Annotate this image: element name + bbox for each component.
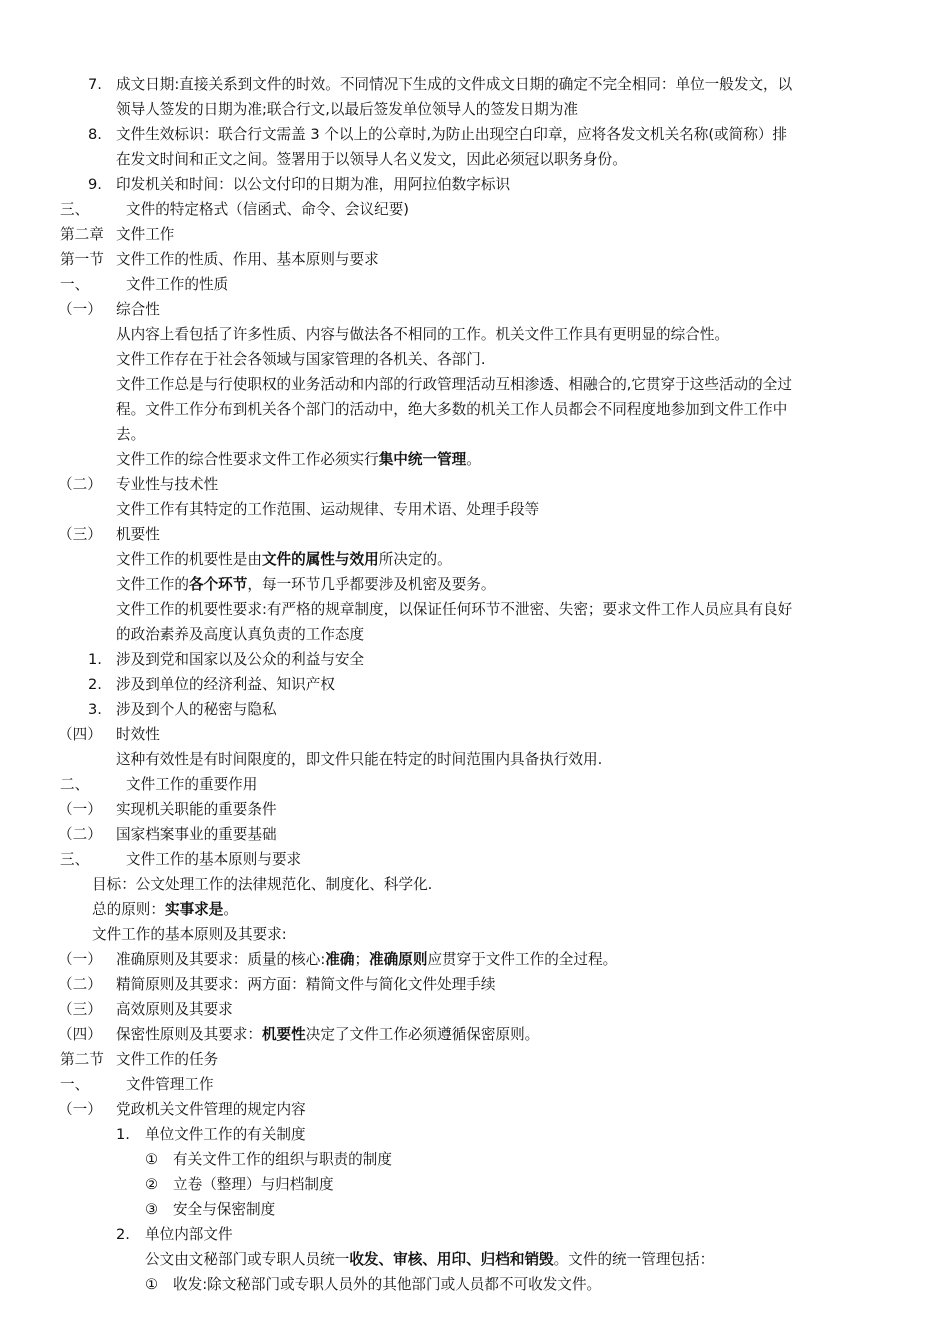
line-text: 文件工作的基本原则与要求	[126, 851, 302, 868]
line-text: 文件管理工作	[126, 1076, 214, 1093]
line-text: 文件工作的性质、作用、基本原则与要求	[116, 251, 379, 268]
text-segment: 。	[466, 451, 481, 468]
list-marker: 2.	[88, 676, 102, 693]
document-line	[0, 597, 950, 622]
text-segment: 应贯穿于文件工作的全过程。	[427, 951, 618, 968]
bold-text: 收发、审核、用印、归档和销毁	[349, 1251, 554, 1268]
line-text	[116, 1022, 539, 1047]
document-line	[0, 1222, 950, 1247]
line-text: 涉及到单位的经济利益、知识产权	[116, 676, 335, 693]
line-text	[116, 572, 495, 597]
document-line	[0, 622, 950, 647]
document-line	[0, 697, 950, 722]
document-line	[0, 872, 950, 897]
line-text: 文件工作的机要性要求:有严格的规章制度，以保证任何环节不泄密、失密；要求文件工作人员应具有良好	[116, 601, 793, 618]
line-text: 文件工作存在于社会各领域与国家管理的各机关、各部门.	[116, 351, 486, 368]
list-marker: 1.	[88, 651, 102, 668]
document-line	[0, 1272, 950, 1297]
document-line	[0, 1122, 950, 1147]
line-text: 涉及到个人的秘密与隐私	[116, 701, 277, 718]
bold-text: 准确原则	[369, 951, 428, 968]
list-marker: 7.	[88, 76, 102, 93]
line-text: 专业性与技术性	[116, 476, 219, 493]
document-line	[0, 997, 950, 1022]
document-line	[0, 272, 950, 297]
text-segment: 。文件的统一管理包括：	[553, 1251, 715, 1268]
document-line	[0, 1197, 950, 1222]
document-line	[0, 497, 950, 522]
document-line	[0, 922, 950, 947]
line-text: 的政治素养及高度认真负责的工作态度	[116, 626, 365, 643]
document-line	[0, 422, 950, 447]
document-line	[0, 772, 950, 797]
list-marker: （三）	[58, 526, 102, 543]
document-line	[0, 297, 950, 322]
document-line	[0, 1147, 950, 1172]
line-text: 文件工作有其特定的工作范围、运动规律、专用术语、处理手段等	[116, 501, 540, 518]
list-marker: 第二章	[60, 226, 104, 243]
document-line	[0, 122, 950, 147]
text-segment: 文件工作的	[116, 576, 189, 593]
document-line	[0, 722, 950, 747]
line-text: 这种有效性是有时间限度的，即文件只能在特定的时间范围内具备执行效用.	[116, 751, 603, 768]
list-marker: （三）	[58, 1001, 102, 1018]
list-marker: （一）	[58, 301, 102, 318]
bold-text: 文件的属性与效用	[261, 551, 379, 568]
bold-text: 实事求是	[164, 901, 224, 918]
line-text: 单位内部文件	[145, 1226, 233, 1243]
bold-text: 准确	[325, 951, 355, 968]
document-line	[0, 672, 950, 697]
list-marker: （二）	[58, 476, 102, 493]
document-line	[0, 397, 950, 422]
document-line	[0, 1097, 950, 1122]
text-segment: 决定了文件工作必须遵循保密原则。	[305, 1026, 540, 1043]
document-line	[0, 822, 950, 847]
document-line	[0, 1047, 950, 1072]
line-text: 国家档案事业的重要基础	[116, 826, 277, 843]
line-text: 文件工作的性质	[126, 276, 229, 293]
list-marker: （一）	[58, 951, 102, 968]
list-marker: （一）	[58, 1101, 102, 1118]
text-segment: 保密性原则及其要求：	[116, 1026, 262, 1043]
list-marker: ①	[145, 1276, 159, 1293]
line-text: 收发:除文秘部门或专职人员外的其他部门或人员都不可收发文件。	[173, 1276, 602, 1293]
list-marker: 三、	[60, 201, 90, 218]
line-text	[116, 447, 481, 472]
line-text: 党政机关文件管理的规定内容	[116, 1101, 306, 1118]
text-segment: 。	[223, 901, 238, 918]
line-text: 立卷（整理）与归档制度	[173, 1176, 334, 1193]
line-text: 领导人签发的日期为准;联合行文,以最后签发单位领导人的签发日期为准	[116, 101, 578, 118]
line-text: 在发文时间和正文之间。签署用于以领导人名义发文，因此必须冠以职务身份。	[116, 151, 627, 168]
line-text: 文件工作	[116, 226, 175, 243]
document-line	[0, 1072, 950, 1097]
line-text: 文件工作总是与行使职权的业务活动和内部的行政管理活动互相渗透、相融合的,它贯穿于这些活动的全过	[116, 376, 792, 393]
document-line	[0, 572, 950, 597]
document-line	[0, 847, 950, 872]
list-marker: （二）	[58, 976, 102, 993]
line-text: 综合性	[116, 301, 160, 318]
document-line	[0, 72, 950, 97]
line-text: 涉及到党和国家以及公众的利益与安全	[116, 651, 365, 668]
bold-text: 集中统一管理	[378, 451, 467, 468]
line-text: 文件工作的重要作用	[126, 776, 258, 793]
list-marker: （一）	[58, 801, 102, 818]
text-segment: 总的原则：	[92, 901, 165, 918]
bold-text: 机要性	[261, 1026, 306, 1043]
document-line	[0, 372, 950, 397]
line-text	[116, 547, 452, 572]
document-line	[0, 172, 950, 197]
line-text: 成文日期:直接关系到文件的时效。不同情况下生成的文件成文日期的确定不完全相同：单位一般发文，以	[116, 76, 793, 93]
document-line	[0, 747, 950, 772]
text-segment: ；	[354, 951, 370, 968]
document-line	[0, 247, 950, 272]
document-line	[0, 522, 950, 547]
list-marker: 第一节	[60, 251, 104, 268]
line-text: 文件工作的基本原则及其要求:	[92, 926, 287, 943]
line-text: 去。	[116, 426, 146, 443]
list-marker: （二）	[58, 826, 102, 843]
document-line	[0, 1172, 950, 1197]
document-line	[0, 897, 950, 922]
document-line	[0, 322, 950, 347]
text-segment: 所决定的。	[378, 551, 452, 568]
list-marker: 第二节	[60, 1051, 104, 1068]
document-line	[0, 972, 950, 997]
line-text: 实现机关职能的重要条件	[116, 801, 277, 818]
line-text: 机要性	[116, 526, 160, 543]
document-line	[0, 547, 950, 572]
line-text: 文件工作的任务	[116, 1051, 219, 1068]
document-line	[0, 347, 950, 372]
line-text: 有关文件工作的组织与职责的制度	[173, 1151, 392, 1168]
document-line	[0, 197, 950, 222]
document-line	[0, 647, 950, 672]
line-text: 印发机关和时间：以公文付印的日期为准，用阿拉伯数字标识	[116, 176, 511, 193]
document-line	[0, 147, 950, 172]
line-text: 从内容上看包括了许多性质、内容与做法各不相同的工作。机关文件工作具有更明显的综合性。	[116, 326, 729, 343]
text-segment: 公文由文秘部门或专职人员统一	[145, 1251, 350, 1268]
document-line	[0, 947, 950, 972]
document-line	[0, 447, 950, 472]
list-marker: ①	[145, 1151, 159, 1168]
text-segment: 准确原则及其要求：质量的核心:	[116, 951, 326, 968]
list-marker: ③	[145, 1201, 159, 1218]
line-text: 时效性	[116, 726, 160, 743]
list-marker: 一、	[60, 1076, 90, 1093]
line-text: 目标：公文处理工作的法律规范化、制度化、科学化.	[92, 876, 433, 893]
line-text	[116, 947, 617, 972]
list-marker: 2.	[116, 1226, 130, 1243]
document-line	[0, 797, 950, 822]
document-line	[0, 222, 950, 247]
list-marker: 一、	[60, 276, 90, 293]
list-marker: 三、	[60, 851, 90, 868]
document-line	[0, 472, 950, 497]
document-line	[0, 1247, 950, 1272]
line-text: 精简原则及其要求：两方面：精简文件与简化文件处理手续	[116, 976, 496, 993]
line-text: 程。文件工作分布到机关各个部门的活动中，绝大多数的机关工作人员都会不同程度地参加到文件工作中	[116, 401, 788, 418]
list-marker: 9.	[88, 176, 102, 193]
list-marker: 8.	[88, 126, 102, 143]
line-text: 单位文件工作的有关制度	[145, 1126, 306, 1143]
list-marker: 3.	[88, 701, 102, 718]
text-segment: 文件工作的综合性要求文件工作必须实行	[116, 451, 379, 468]
bold-text: 各个环节	[188, 576, 248, 593]
list-marker: ②	[145, 1176, 159, 1193]
line-text: 安全与保密制度	[173, 1201, 276, 1218]
text-segment: ，每一环节几乎都要涉及机密及要务。	[247, 576, 496, 593]
text-segment: 文件工作的机要性是由	[116, 551, 262, 568]
line-text: 高效原则及其要求	[116, 1001, 233, 1018]
list-marker: （四）	[58, 726, 102, 743]
list-marker: 1.	[116, 1126, 130, 1143]
line-text	[92, 897, 238, 922]
document-line	[0, 1022, 950, 1047]
line-text: 文件的特定格式（信函式、命令、会议纪要)	[126, 201, 409, 218]
line-text: 文件生效标识：联合行文需盖 3 个以上的公章时,为防止出现空白印章，应将各发文机关名称(或简称）排	[116, 126, 788, 143]
line-text	[145, 1247, 714, 1272]
document-line	[0, 97, 950, 122]
list-marker: （四）	[58, 1026, 102, 1043]
list-marker: 二、	[60, 776, 90, 793]
